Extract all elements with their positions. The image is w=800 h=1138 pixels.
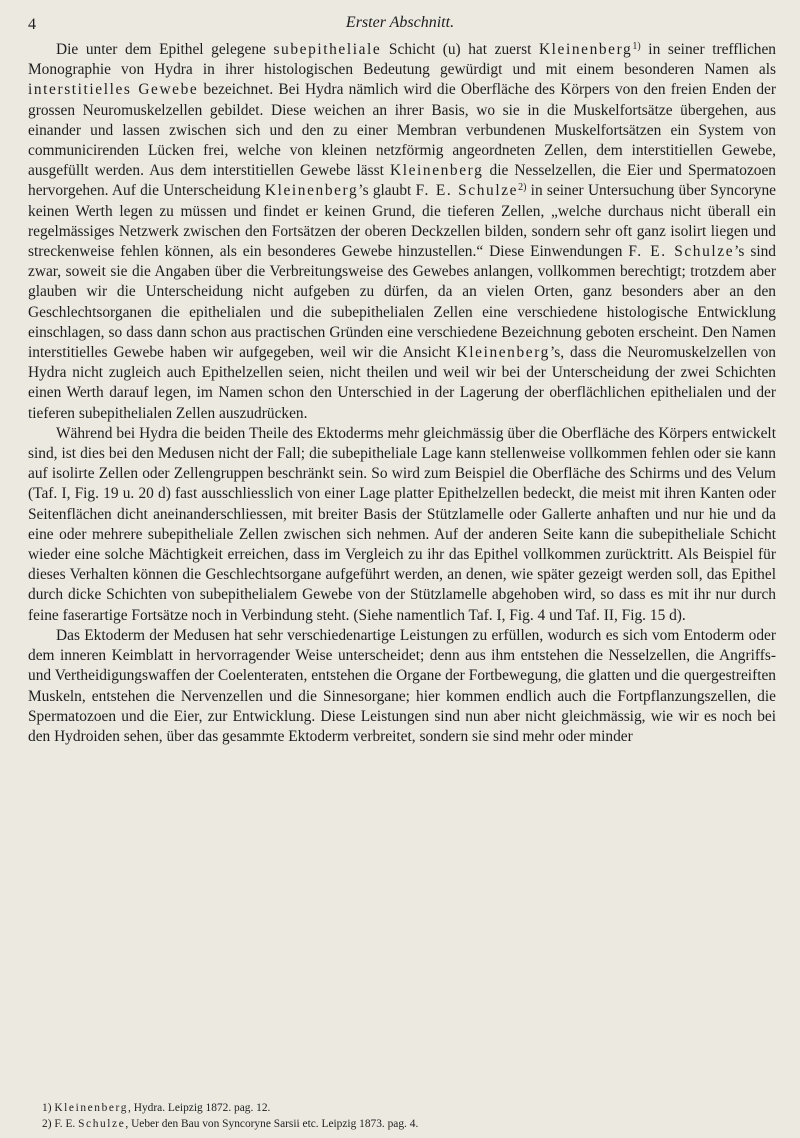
spaced-name: F. E. Schulze — [415, 182, 519, 200]
paragraph — [28, 626, 776, 747]
footnote-ref: 1) — [632, 41, 641, 52]
spaced-name: interstitielles Gewebe — [28, 81, 199, 99]
page-number: 4 — [28, 16, 36, 33]
paragraph — [28, 424, 776, 626]
footnote-ref: 2) — [518, 182, 527, 194]
text-run: in seiner trefflichen Monographie von Hydra in ihrer histologischen Bedeutung gewürdigt und mit einem besonderen Namen als — [28, 41, 777, 79]
text-run: , Hydra. Leipzig 1872. pag. 12. — [128, 1102, 271, 1114]
text-run: Das Ektoderm der Medusen hat sehr verschiedenartige Leistungen zu erfüllen, wodurch es sich vom Entoderm oder dem inneren Keimblatt in hervorragender Weise unterscheidet; denn aus ihm entstehen die Nesselzellen, die Angriffs- und Vertheidigungswaffen der Coelenteraten, entstehen die Organe der Fortbewegung, die glatten und die quergestreiften Muskeln, entstehen die Nervenzellen und die Sinnesorgane; hier kommen endlich auch die Fortpflanzungszellen, die Spermatozoen und die Eier, zur Entwicklung. Diese Leistungen sind nun aber nicht gleichmässig, wie wir es noch bei den Hydroiden sehen, über das gesammte Ektoderm verbreitet, sondern sie sind mehr oder minder — [28, 626, 776, 745]
spaced-name: Kleinenberg — [54, 1102, 129, 1114]
text-run: 1) — [42, 1102, 55, 1114]
text-run: ’s glaubt — [358, 182, 416, 200]
body-text — [28, 40, 776, 747]
spaced-name: Schulze — [78, 1117, 126, 1130]
text-run: Während bei Hydra die beiden Theile des Ektoderms mehr gleichmässig über die Oberfläche des Körpers entwickelt sind, ist dies bei den Medusen nicht der Fall; die subepitheliale Lage kann stellenweise vollkommen fehlen oder sie kann auf isolirte Zellen oder Zellengruppen beschränkt sein. So wird zum Beispiel die Oberfläche des Schirms und des Velum (Taf. I, Fig. 19 u. 20 d) fast ausschliesslich von einer Lage platter Epithelzellen bedeckt, die meist mit ihren Kanten oder Seitenflächen dicht aneinanderschliessen, mit breiter Basis der Stützlamelle oder Gallerte anhaften und nur hie und da eine oder mehrere subepitheliale Zellen zwischen sich nehmen. Auf der anderen Seite kann die subepitheliale Schicht wieder eine solche Mächtigkeit erreichen, dass im Vergleich zu ihr das Epithel vollkommen zurücktritt. Als Beispiel für dieses Verhalten können die Geschlechtsorgane aufgeführt werden, an denen, wie später gezeigt werden soll, das Epithel durch dicke Schichten von subepithelialem Gewebe von der Stützlamelle abgehoben wird, so dass es mit ihr nur durch feine faserartige Fortsätze noch in Verbindung steht. (Siehe namentlich Taf. I, Fig. 4 und Taf. II, Fig. 15 d). — [28, 424, 776, 624]
spaced-name: Kleinenberg — [538, 41, 633, 58]
paragraph — [28, 40, 776, 424]
text-run: Schicht (u) hat zuerst — [381, 41, 539, 58]
footnotes — [42, 1101, 762, 1132]
text-run: ’s sind zwar, soweit sie die Angaben über die Verbreitungsweise des Gewebes anlangen, vollkommen berechtigt; trotzdem aber glauben wir die Unterscheidung nicht aufgeben zu dürfen, da an vielen Orten, ganz besonders aber an den Geschlechtsorganen die epithelialen und die subepithelialen Zellen eine verschiedene histologische Entwicklung einschlagen, so dass dann schon aus practischen Gründen eine verschiedene Bezeichnung geboten erscheint. Den Namen interstitielles Gewebe haben wir aufgegeben, weil wir die Ansicht — [28, 243, 776, 362]
spaced-name: Kleinenberg — [264, 182, 359, 200]
text-run: Die unter dem Epithel gelegene — [56, 41, 274, 58]
footnote-1 — [42, 1101, 762, 1117]
spaced-name: Kleinenberg — [456, 344, 550, 362]
text-run: in seiner Untersuchung über Syncoryne keinen Werth legen zu müssen und findet er keinen Grund, die tieferen Zellen, „welche durchaus nicht überall ein regelmässiges Netzwerk zwischen den Fortsätzen der oberen Deckzellen bilden, sondern sehr oft ganz isolirt liegen und streckenweise fehlen können, als ein besonderes Gewebe hinzustellen.“ Diese Einwendungen — [28, 182, 776, 261]
text-run: die Nesselzellen, die Eier und Spermatozoen hervorgehen. Auf die Unterscheidung — [28, 162, 776, 200]
text-run: , Ueber den Bau von Syncoryne Sarsii etc. Leipzig 1873. pag. 4. — [125, 1117, 419, 1130]
text-run: ’s, dass die Neuromuskelzellen von Hydra nicht zugleich auch Epithelzellen seien, nicht theilen und weil wir bei der Unterscheidung der zwei Schichten einen Werth darauf legen, im Namen schon den Unterschied in der Lagerung der oberflächlichen epithelialen und der tieferen subepithelialen Zellen auszudrücken. — [28, 344, 776, 422]
running-head: Erster Abschnitt. — [345, 14, 455, 31]
spaced-name: subepitheliale — [273, 41, 382, 58]
spaced-name: Kleinenberg — [390, 162, 484, 180]
spaced-name: F. E. Schulze — [628, 243, 735, 261]
text-run: bezeichnet. Bei Hydra nämlich wird die Oberfläche des Körpers von den freien Enden der grossen Neuromuskelzellen gebildet. Diese weichen an ihrer Basis, wo sie in die Muskelfortsätze übergehen, aus einander und lassen zwischen sich und den zu einer Membran verbundenen Muskelfortsätzen ein System von communicirenden Lücken frei, welche von kleinen netzförmig angeordneten Zellen, dem interstitiellen Gewebe, ausgefüllt werden. Aus dem interstitiellen Gewebe lässt — [28, 81, 777, 180]
page-header — [0, 12, 800, 40]
footnote-2 — [42, 1117, 762, 1133]
text-run: 2) F. E. — [42, 1117, 79, 1130]
